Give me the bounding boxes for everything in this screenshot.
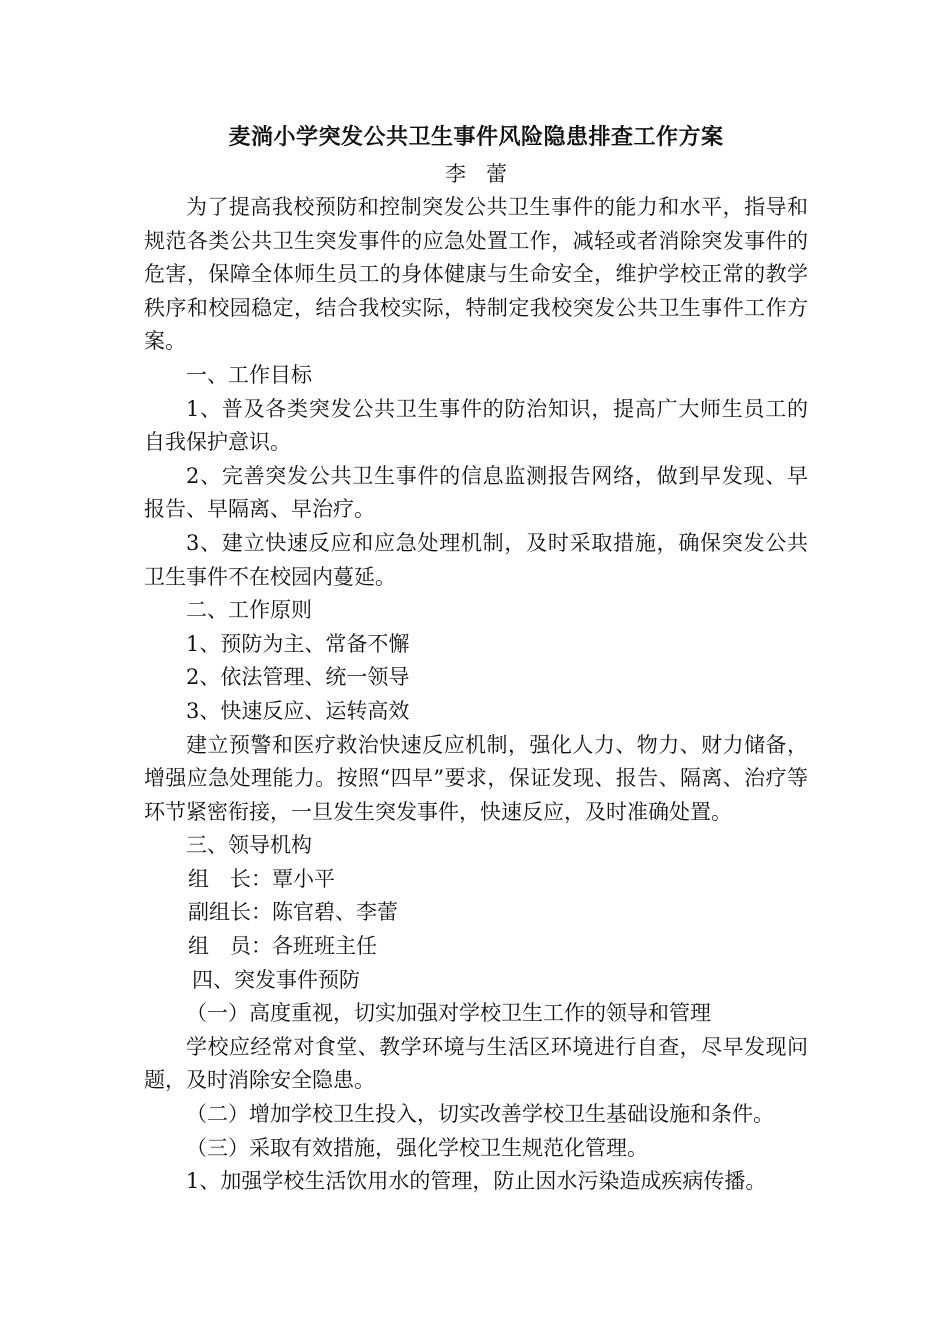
goal-item-2: 2、完善突发公共卫生事件的信息监测报告网络，做到早发现、早报告、早隔离、早治疗。 <box>144 463 808 522</box>
section-heading-goals: 一、工作目标 <box>186 362 312 387</box>
intro-paragraph: 为了提高我校预防和控制突发公共卫生事件的能力和水平，指导和规范各类公共卫生突发事件的应急处置工作，减轻或者消除突发事件的危害，保障全体师生员工的身体健康与生命安全，维护学校正常的教学秩序和校园稳定，结合我校实际，特制定我校突发公共卫生事件工作方案。 <box>144 195 808 354</box>
principle-item-3: 3、快速反应、运转高效 <box>186 698 410 723</box>
goal-item-1: 1、普及各类突发公共卫生事件的防治知识，提高广大师生员工的自我保护意识。 <box>144 396 808 455</box>
member-row: 组 员：各班班主任 <box>188 934 377 959</box>
deputy-leader-row: 副组长：陈官碧、李蕾 <box>188 900 398 925</box>
document-page <box>144 118 808 1199</box>
document-title: 麦淌小学突发公共卫生事件风险隐患排查工作方案 <box>228 125 724 150</box>
prevention-subheading-1: （一）高度重视，切实加强对学校卫生工作的领导和管理 <box>186 1001 711 1026</box>
document-author: 李蕾 <box>445 162 527 186</box>
prevention-subheading-3: （三）采取有效措施，强化学校卫生规范化管理。 <box>186 1135 648 1160</box>
principle-paragraph: 建立预警和医疗救治快速反应机制，强化人力、物力、财力储备，增强应急处理能力。按照“四早”要求，保证发现、报告、隔离、治疗等环节紧密衔接，一旦发生突发事件，快速反应，及时准确处置。 <box>144 732 808 824</box>
section-heading-principles: 二、工作原则 <box>186 598 312 623</box>
principle-item-1: 1、预防为主、常备不懈 <box>186 631 410 656</box>
section-heading-leadership: 三、领导机构 <box>186 833 312 858</box>
prevention-subheading-2: （二）增加学校卫生投入，切实改善学校卫生基础设施和条件。 <box>186 1102 774 1127</box>
goal-item-3: 3、建立快速反应和应急处理机制，及时采取措施，确保突发公共卫生事件不在校园内蔓延。 <box>144 530 808 589</box>
leader-row: 组 长：覃小平 <box>188 866 335 891</box>
section-heading-prevention: 四、突发事件预防 <box>192 967 360 992</box>
prevention-item-1: 1、加强学校生活饮用水的管理，防止因水污染造成疾病传播。 <box>186 1169 767 1194</box>
principle-item-2: 2、依法管理、统一领导 <box>186 665 410 690</box>
prevention-paragraph-1: 学校应经常对食堂、教学环境与生活区环境进行自查，尽早发现问题，及时消除安全隐患。 <box>144 1034 808 1093</box>
